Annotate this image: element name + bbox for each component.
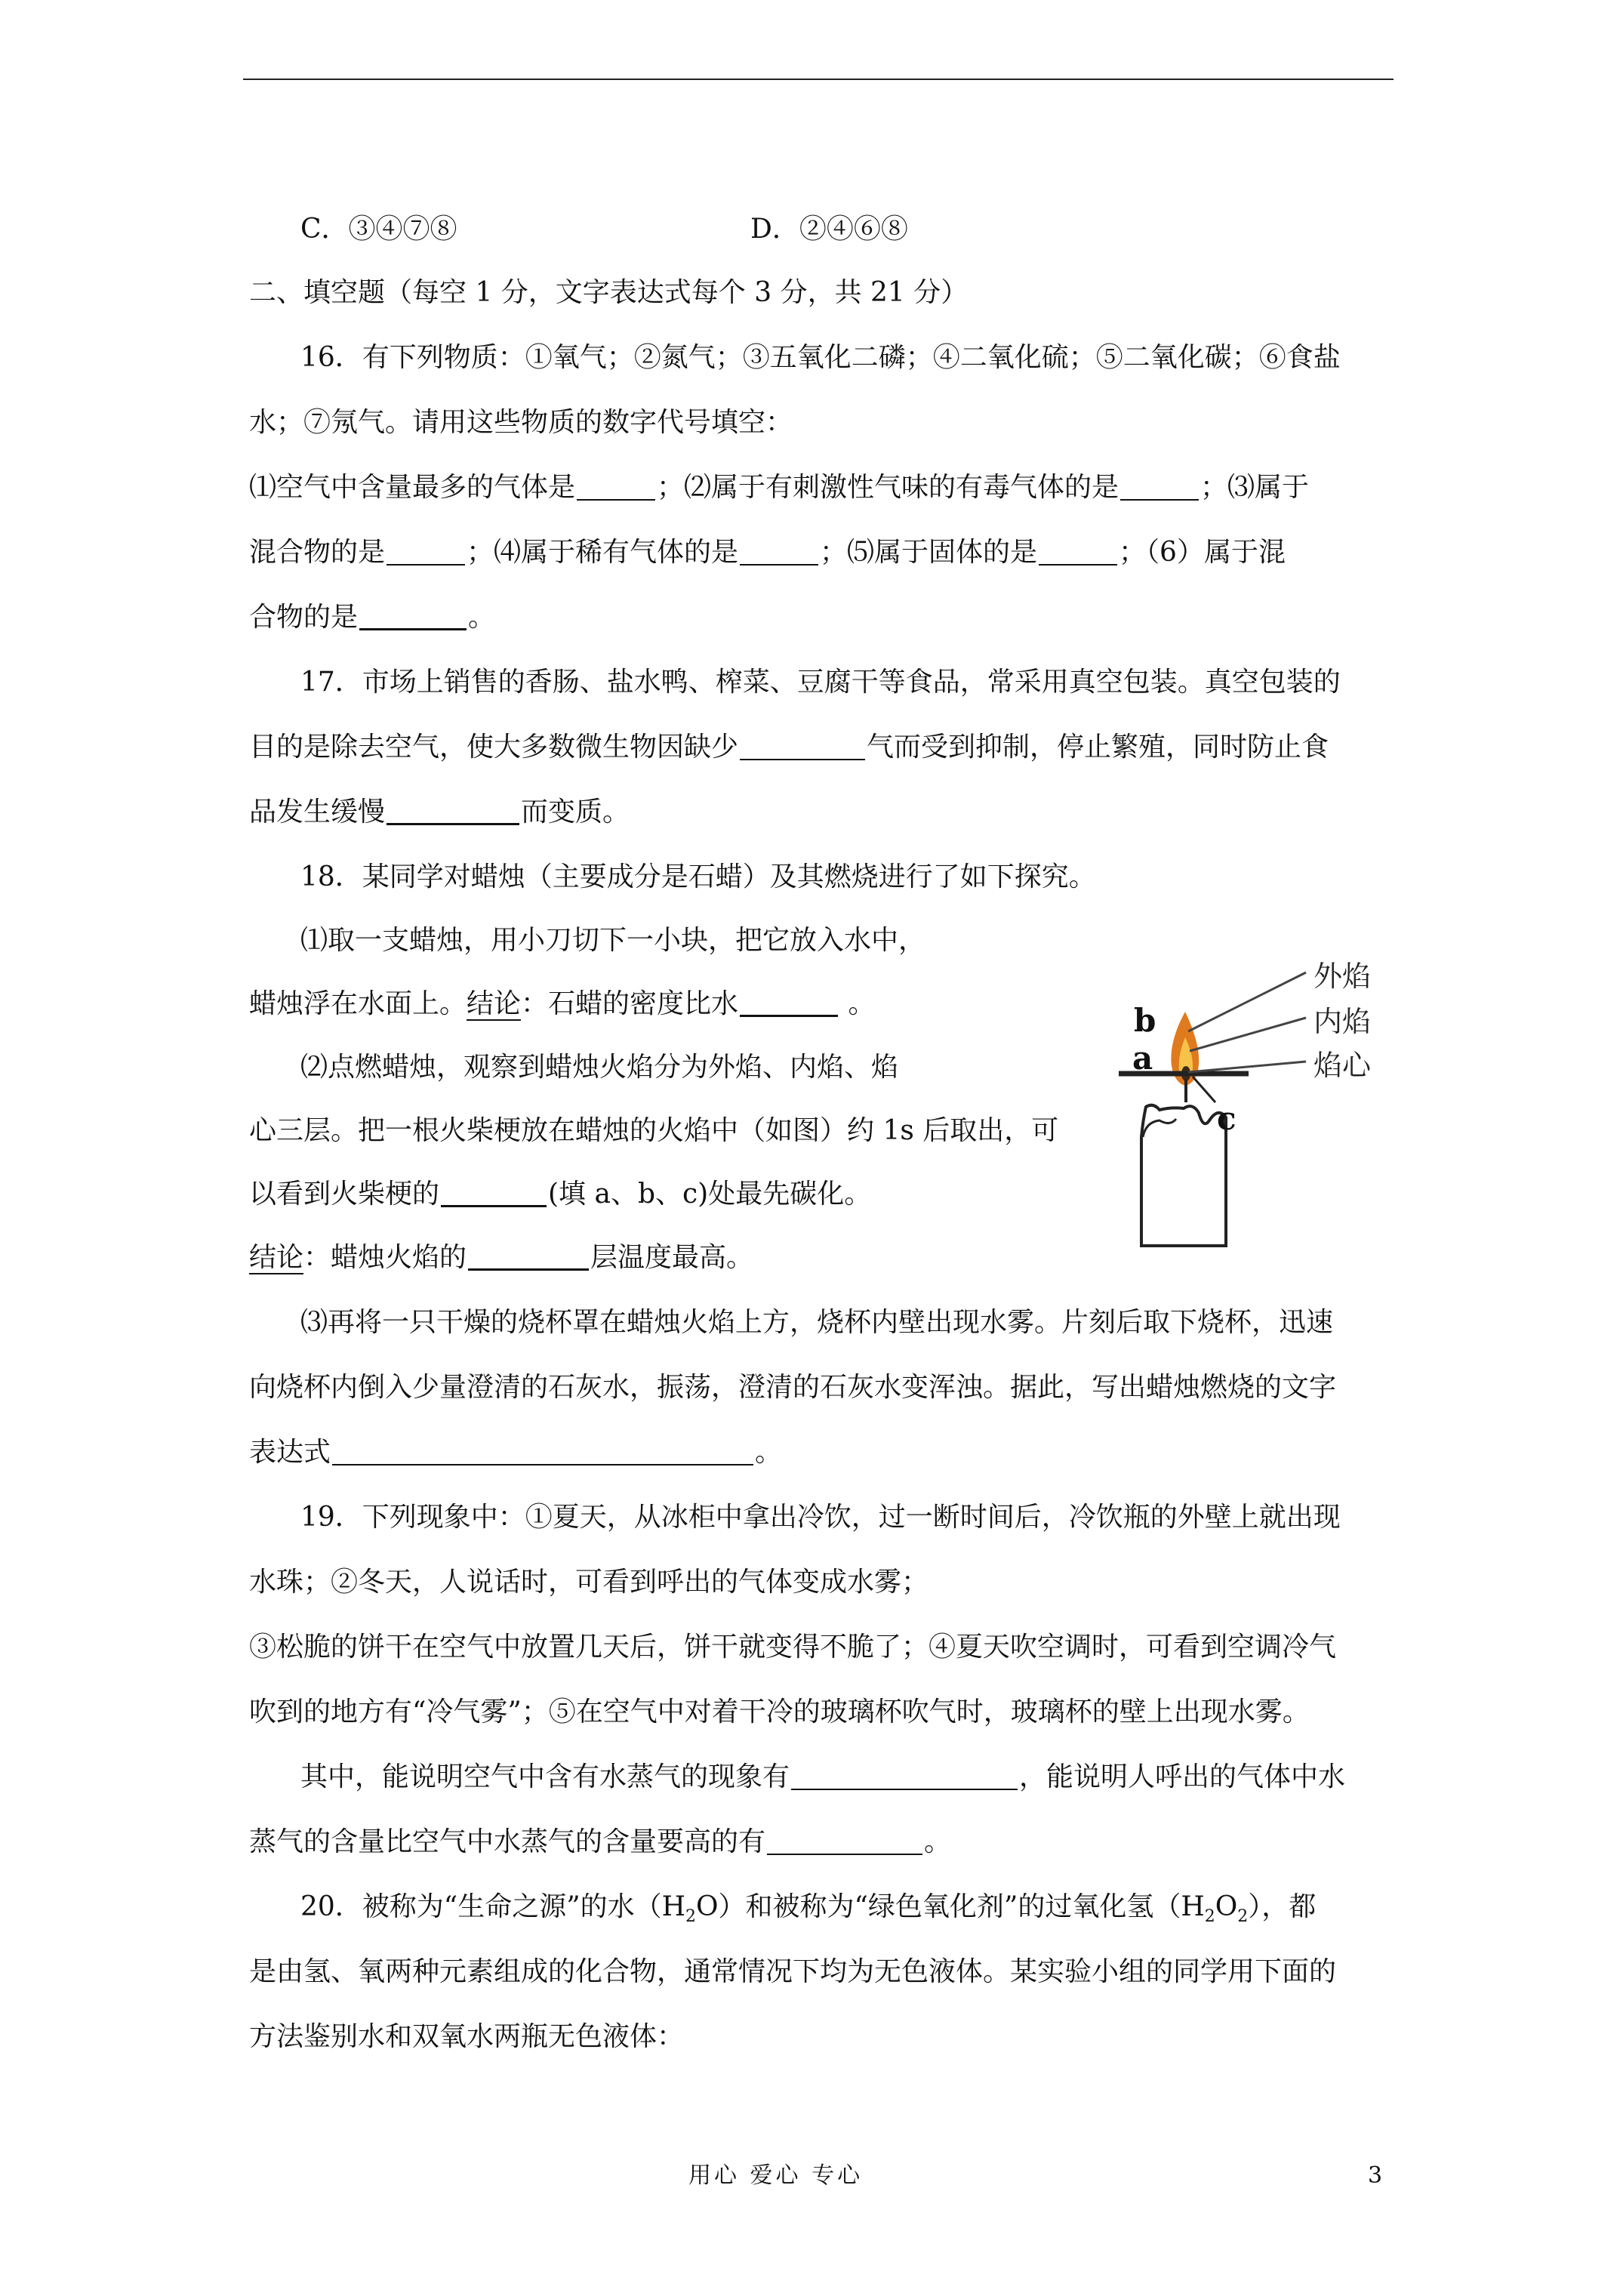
q20-line2: 是由氢、氧两种元素组成的化合物，通常情况下均为无色液体。某实验小组的同学用下面的 <box>249 1956 1337 1987</box>
q17-blank-2[interactable] <box>387 796 519 825</box>
q18-blank-4[interactable] <box>332 1437 753 1465</box>
q18-text-b: ：石蜡的密度比水 <box>521 988 739 1019</box>
q20-text-a: 20．被称为“生命之源”的水（H <box>300 1891 686 1922</box>
q16-text-h: 合物的是 <box>249 602 359 633</box>
q18-line10 <box>249 1436 782 1469</box>
q18-text-d: 以看到火柴梗的 <box>249 1179 440 1210</box>
letter-b: b <box>1134 1002 1156 1039</box>
q19-text-d: 。 <box>924 1826 952 1857</box>
q18-line8: ⑶再将一只干燥的烧杯罩在蜡烛火焰上方，烧杯内壁出现水雾。片刻后取下烧杯，迅速 <box>300 1307 1334 1338</box>
q20-line3: 方法鉴别水和双氧水两瓶无色液体： <box>249 2021 685 2052</box>
q18-blank-3[interactable] <box>468 1241 589 1271</box>
q19-text-b: ，能说明人呼出的气体中水 <box>1019 1761 1346 1792</box>
q15-option-c: C．③④⑦⑧ <box>300 214 457 245</box>
q16-blank-4[interactable] <box>740 537 818 566</box>
candle-body <box>1141 1105 1226 1246</box>
q17-blank-1[interactable] <box>740 732 865 760</box>
q18-text-c: 。 <box>839 988 876 1019</box>
q18-line4: ⑵点燃蜡烛，观察到蜡烛火焰分为外焰、内焰、焰 <box>300 1052 899 1083</box>
label-flame-core: 焰心 <box>1313 1049 1372 1082</box>
q18-text-f: ：蜡烛火焰的 <box>303 1242 467 1273</box>
q16-text-f: ；⑸属于固体的是 <box>820 537 1038 568</box>
q16-blank-3[interactable] <box>387 537 465 566</box>
q16-text-g: ；（6）属于混 <box>1119 537 1286 568</box>
q16-blank-5[interactable] <box>1039 537 1117 566</box>
q20-text-d: ），都 <box>1248 1891 1317 1922</box>
q15-option-d: D．②④⑥⑧ <box>750 214 908 245</box>
q18-text-a: 蜡烛浮在水面上。 <box>249 988 467 1019</box>
q16-blank-6[interactable] <box>359 601 467 630</box>
q16-text-d: 混合物的是 <box>249 537 386 568</box>
q19-text-a: 其中，能说明空气中含有水蒸气的现象有 <box>300 1761 790 1792</box>
q17-line1: 17．市场上销售的香肠、盐水鸭、榨菜、豆腐干等食品，常采用真空包装。真空包装的 <box>300 667 1341 698</box>
leader-c <box>1193 1077 1215 1102</box>
q18-blank-1[interactable] <box>740 988 838 1017</box>
q17-line3 <box>249 796 630 829</box>
q16-text-b: ；⑵属于有刺激性气味的有毒气体的是 <box>657 472 1119 503</box>
q17-text-d: 而变质。 <box>521 797 630 827</box>
q19-text-c: 蒸气的含量比空气中水蒸气的含量要高的有 <box>249 1826 766 1857</box>
letter-a: a <box>1132 1040 1153 1077</box>
q16-blank-2[interactable] <box>1120 472 1199 501</box>
q16-line5 <box>249 601 495 634</box>
q16-line3 <box>249 471 1309 504</box>
q20-text-c: O <box>1215 1891 1238 1922</box>
q16-blank-1[interactable] <box>577 472 655 501</box>
q17-line2 <box>249 731 1329 764</box>
label-outer-flame: 外焰 <box>1313 960 1372 993</box>
q18-conclusion-2: 结论 <box>249 1242 304 1273</box>
candle-flame-figure <box>1110 959 1397 1261</box>
q20-sub-3: 2 <box>1237 1907 1249 1927</box>
q16-text-c: ；⑶属于 <box>1200 472 1310 503</box>
q18-conclusion-1: 结论 <box>467 988 522 1019</box>
q19-line5 <box>300 1761 1345 1794</box>
q18-text-e: (填 a、b、c)处最先碳化。 <box>548 1179 872 1210</box>
label-inner-flame: 内焰 <box>1313 1005 1372 1038</box>
q16-line2: 水；⑦氖气。请用这些物质的数字代号填空： <box>249 407 793 438</box>
q16-line4 <box>249 536 1286 569</box>
page-number: 3 <box>1368 2162 1383 2189</box>
q18-text-h: 表达式 <box>249 1437 331 1468</box>
q16-text-a: ⑴空气中含量最多的气体是 <box>249 472 576 503</box>
q18-line6 <box>249 1178 871 1211</box>
q20-line1 <box>300 1891 1317 1927</box>
q19-line6 <box>249 1826 951 1859</box>
q16-text-i: 。 <box>468 602 496 633</box>
q20-sub-2: 2 <box>1204 1907 1215 1927</box>
q16-text-e: ；⑷属于稀有气体的是 <box>467 537 739 568</box>
q17-text-c: 品发生缓慢 <box>249 797 386 827</box>
q17-text-b: 气而受到抑制，停止繁殖，同时防止食 <box>867 732 1329 763</box>
header-rule <box>243 79 1394 80</box>
q19-line4: 吹到的地方有“冷气雾”；⑤在空气中对着干冷的玻璃杯吹气时，玻璃杯的壁上出现水雾。 <box>249 1697 1310 1727</box>
q18-line1: 18．某同学对蜡烛（主要成分是石蜡）及其燃烧进行了如下探究。 <box>300 861 1096 892</box>
q17-text-a: 目的是除去空气，使大多数微生物因缺少 <box>249 732 739 763</box>
q19-line3: ③松脆的饼干在空气中放置几天后，饼干就变得不脆了；④夏天吹空调时，可看到空调冷气 <box>249 1632 1337 1663</box>
q20-text-b: O）和被称为“绿色氧化剂”的过氧化氢（H <box>696 1891 1205 1922</box>
letter-c: c <box>1217 1100 1236 1137</box>
q18-line9: 向烧杯内倒入少量澄清的石灰水，振荡，澄清的石灰水变浑浊。据此，写出蜡烛燃烧的文字 <box>249 1372 1337 1403</box>
q18-text-i: 。 <box>755 1437 783 1468</box>
q18-line2: ⑴取一支蜡烛，用小刀切下一小块，把它放入水中， <box>300 925 926 956</box>
footer-text: 用心 爱心 专心 <box>688 2162 864 2189</box>
q18-line5: 心三层。把一根火柴梗放在蜡烛的火焰中（如图）约 1s 后取出，可 <box>249 1115 1059 1146</box>
q18-line7 <box>249 1241 753 1274</box>
leader-core <box>1188 1062 1306 1072</box>
q20-sub-1: 2 <box>685 1907 697 1927</box>
q19-line1: 19．下列现象中：①夏天，从冰柜中拿出冷饮，过一断时间后，冷饮瓶的外壁上就出现 <box>300 1502 1341 1533</box>
q18-text-g: 层温度最高。 <box>590 1242 754 1273</box>
q19-blank-1[interactable] <box>791 1761 1018 1790</box>
q19-blank-2[interactable] <box>767 1826 922 1855</box>
candle-flame-diagram <box>1110 959 1397 1261</box>
q19-line2: 水珠；②冬天，人说话时，可看到呼出的气体变成水雾； <box>249 1567 929 1598</box>
section-heading: 二、填空题（每空 1 分，文字表达式每个 3 分，共 21 分） <box>249 277 969 308</box>
q18-blank-2[interactable] <box>441 1178 547 1207</box>
q18-line3 <box>249 988 876 1021</box>
q16-line1: 16．有下列物质：①氧气；②氮气；③五氧化二磷；④二氧化硫；⑤二氧化碳；⑥食盐 <box>300 342 1341 373</box>
